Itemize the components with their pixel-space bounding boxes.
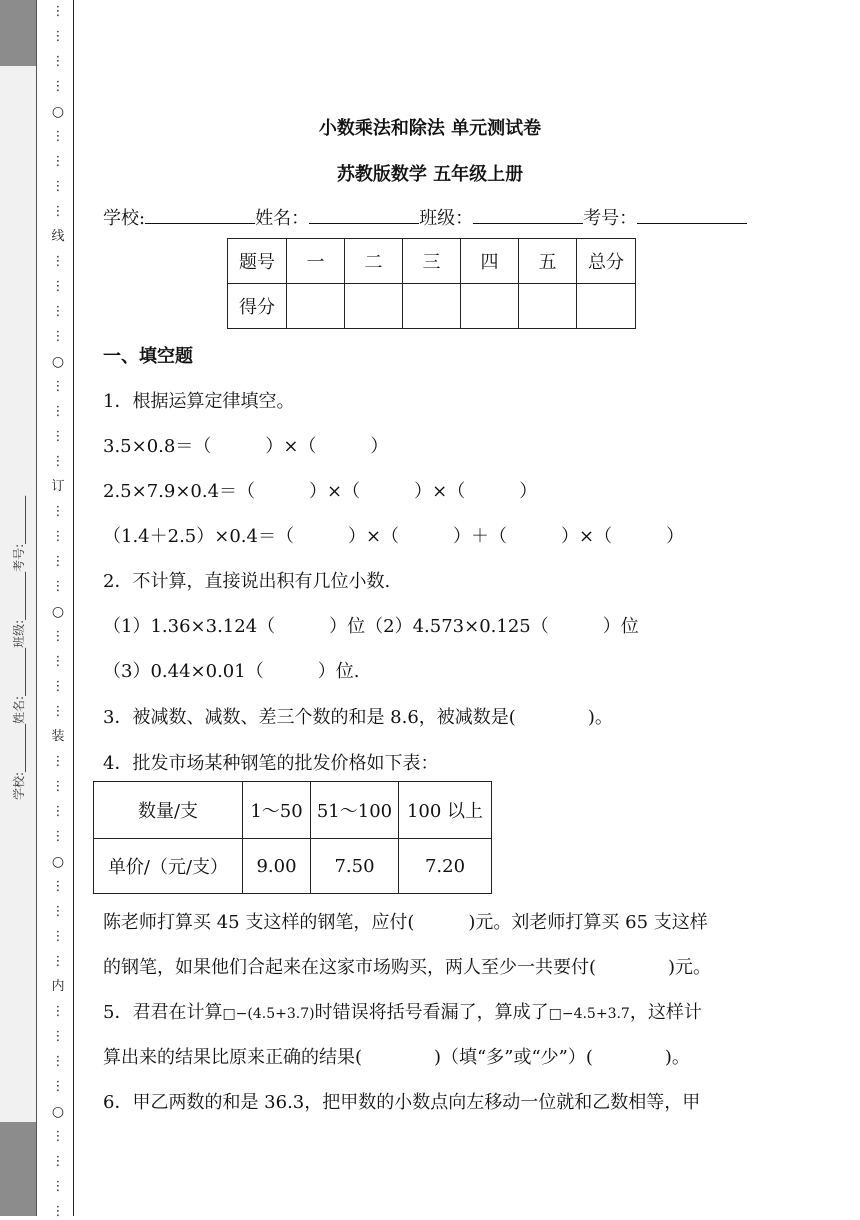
binding-dots-icon: ⋮ bbox=[51, 404, 65, 419]
binding-dots-icon: ⋮ bbox=[51, 379, 65, 394]
q1-stem: 1．根据运算定律填空。 bbox=[103, 391, 295, 412]
binding-dots-icon: ⋮ bbox=[51, 329, 65, 344]
binding-dots-icon: ⋮ bbox=[51, 304, 65, 319]
name-field[interactable] bbox=[309, 205, 419, 224]
q5-text-b: 时错误将括号看漏了，算成了 bbox=[314, 1002, 549, 1023]
q5-expression-correct: □−(4.5+3.7) bbox=[222, 1006, 315, 1022]
binding-word: 订 bbox=[51, 479, 65, 494]
score-input-total[interactable] bbox=[577, 284, 636, 329]
binding-dots-icon: ⋮ bbox=[51, 129, 65, 144]
price-header-3: 100 以上 bbox=[399, 782, 492, 839]
q2-line2: （3）0.44×0.01（ ）位. bbox=[103, 661, 360, 682]
price-value-2: 7.50 bbox=[311, 839, 399, 894]
score-input-5[interactable] bbox=[519, 284, 577, 329]
binding-ring-icon: ○ bbox=[51, 854, 65, 870]
binding-dots-icon: ⋮ bbox=[51, 29, 65, 44]
binding-dots-icon: ⋮ bbox=[51, 504, 65, 519]
binding-strip-bottom-block bbox=[0, 1122, 36, 1216]
binding-dots-icon: ⋮ bbox=[51, 954, 65, 969]
score-cell-total: 总分 bbox=[577, 239, 636, 284]
binding-dots-icon: ⋮ bbox=[51, 454, 65, 469]
price-header-1: 1～50 bbox=[243, 782, 311, 839]
binding-dots-icon: ⋮ bbox=[51, 1179, 65, 1194]
binding-dots-icon: ⋮ bbox=[51, 1154, 65, 1169]
binding-dots-icon: ⋮ bbox=[51, 529, 65, 544]
binding-ring-icon: ○ bbox=[51, 354, 65, 370]
binding-dots-icon: ⋮ bbox=[51, 154, 65, 169]
page-subtitle: 苏教版数学 五年级上册 bbox=[336, 164, 524, 185]
score-cell-label: 题号 bbox=[228, 239, 287, 284]
score-input-3[interactable] bbox=[403, 284, 461, 329]
binding-dots-icon: ⋮ bbox=[51, 279, 65, 294]
binding-word: 装 bbox=[51, 729, 65, 744]
price-row-label: 单价/（元/支） bbox=[94, 839, 243, 894]
binding-dots-icon: ⋮ bbox=[51, 554, 65, 569]
side-info-label: 学校:________姓名:________班级:________考号:________ bbox=[11, 495, 26, 800]
binding-dots-icon: ⋮ bbox=[51, 804, 65, 819]
binding-dots-icon: ⋮ bbox=[51, 779, 65, 794]
binding-dots-icon: ⋮ bbox=[51, 54, 65, 69]
price-header-2: 51～100 bbox=[311, 782, 399, 839]
q5-expression-wrong: □−4.5+3.7 bbox=[548, 1006, 630, 1022]
q1-line1: 3.5×0.8＝（ ）×（ ） bbox=[103, 436, 389, 457]
exam-no-label: 考号： bbox=[583, 208, 638, 229]
binding-dots-icon: ⋮ bbox=[51, 1004, 65, 1019]
binding-dots-icon: ⋮ bbox=[51, 1029, 65, 1044]
binding-dots-icon: ⋮ bbox=[51, 1204, 65, 1219]
q6-line1: 6．甲乙两数的和是 36.3，把甲数的小数点向左移动一位就和乙数相等，甲 bbox=[103, 1092, 701, 1113]
binding-dots-icon: ⋮ bbox=[51, 1129, 65, 1144]
binding-dots-icon: ⋮ bbox=[51, 1079, 65, 1094]
binding-ring-icon: ○ bbox=[51, 604, 65, 620]
price-value-1: 9.00 bbox=[243, 839, 311, 894]
binding-dots-icon: ⋮ bbox=[51, 429, 65, 444]
binding-dots-icon: ⋮ bbox=[51, 254, 65, 269]
score-input-1[interactable] bbox=[287, 284, 345, 329]
binding-dots-icon: ⋮ bbox=[51, 929, 65, 944]
binding-dots-icon: ⋮ bbox=[51, 754, 65, 769]
school-field[interactable] bbox=[145, 205, 255, 224]
q5-line2: 算出来的结果比原来正确的结果( )（填“多”或“少”）( )。 bbox=[103, 1047, 690, 1068]
binding-ring-icon: ○ bbox=[51, 104, 65, 120]
q4-line2: 的钢笔，如果他们合起来在这家市场购买，两人至少一共要付( )元。 bbox=[103, 957, 712, 978]
price-value-3: 7.20 bbox=[399, 839, 492, 894]
q3-text: 3．被减数、减数、差三个数的和是 8.6，被减数是( )。 bbox=[103, 707, 613, 728]
binding-dots-icon: ⋮ bbox=[51, 179, 65, 194]
binding-dots-icon: ⋮ bbox=[51, 79, 65, 94]
score-input-4[interactable] bbox=[461, 284, 519, 329]
q1-line2: 2.5×7.9×0.4＝（ ）×（ ）×（ ） bbox=[103, 481, 538, 502]
score-cell-3: 三 bbox=[403, 239, 461, 284]
price-header-qty: 数量/支 bbox=[94, 782, 243, 839]
score-cell-1: 一 bbox=[287, 239, 345, 284]
name-label: 姓名： bbox=[255, 208, 310, 229]
score-cell-4: 四 bbox=[461, 239, 519, 284]
binding-dots-icon: ⋮ bbox=[51, 4, 65, 19]
score-input-2[interactable] bbox=[345, 284, 403, 329]
binding-dots-icon: ⋮ bbox=[51, 654, 65, 669]
page-title: 小数乘法和除法 单元测试卷 bbox=[318, 118, 542, 139]
class-field[interactable] bbox=[473, 205, 583, 224]
q4-line1: 陈老师打算买 45 支这样的钢笔，应付( )元。刘老师打算买 65 支这样 bbox=[103, 912, 708, 933]
binding-dots-icon: ⋮ bbox=[51, 204, 65, 219]
exam-no-field[interactable] bbox=[637, 205, 747, 224]
info-line bbox=[103, 204, 747, 230]
binding-dots-icon: ⋮ bbox=[51, 629, 65, 644]
binding-dots-icon: ⋮ bbox=[51, 879, 65, 894]
binding-dots-icon: ⋮ bbox=[51, 1054, 65, 1069]
score-cell-2: 二 bbox=[345, 239, 403, 284]
section-title: 一、填空题 bbox=[103, 346, 193, 367]
score-row2-label: 得分 bbox=[228, 284, 287, 329]
student-info-vertical bbox=[8, 400, 28, 800]
binding-dots-icon: ⋮ bbox=[51, 829, 65, 844]
binding-word: 内 bbox=[51, 979, 65, 994]
score-table bbox=[227, 238, 636, 329]
q2-line1: （1）1.36×3.124（ ）位（2）4.573×0.125（ ）位 bbox=[103, 616, 639, 637]
q1-line3: （1.4＋2.5）×0.4＝（ ）×（ ）＋（ ）×（ ） bbox=[103, 526, 685, 547]
binding-strip-top-block bbox=[0, 0, 36, 66]
q5-text-a: 5．君君在计算 bbox=[103, 1002, 223, 1023]
binding-dots-icon: ⋮ bbox=[51, 704, 65, 719]
school-label: 学校: bbox=[103, 208, 146, 229]
binding-dots-icon: ⋮ bbox=[51, 904, 65, 919]
binding-dots-icon: ⋮ bbox=[51, 679, 65, 694]
class-label: 班级： bbox=[419, 208, 474, 229]
q4-stem: 4．批发市场某种钢笔的批发价格如下表： bbox=[103, 753, 439, 774]
binding-dots-icon: ⋮ bbox=[51, 579, 65, 594]
binding-ring-icon: ○ bbox=[51, 1104, 65, 1120]
q5-text-c: ，这样计 bbox=[629, 1002, 702, 1023]
price-table bbox=[93, 781, 492, 894]
q2-stem: 2．不计算，直接说出积有几位小数. bbox=[103, 571, 391, 592]
score-cell-5: 五 bbox=[519, 239, 577, 284]
q5-line1 bbox=[103, 998, 702, 1024]
binding-word: 线 bbox=[51, 229, 65, 244]
